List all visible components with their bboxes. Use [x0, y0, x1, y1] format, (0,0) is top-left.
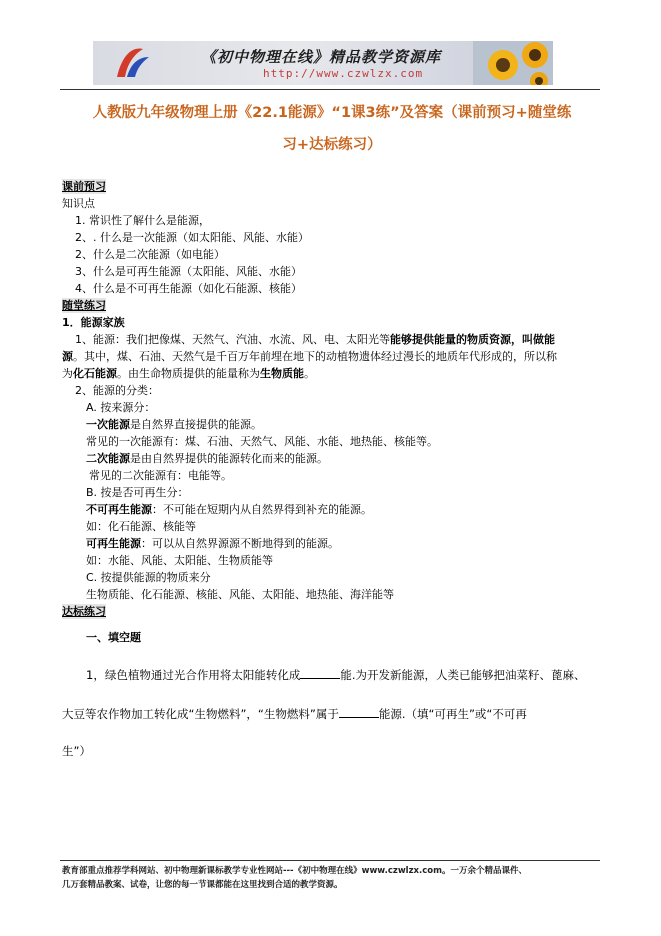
document-title: [62, 97, 602, 161]
text-span: 能.为开发新能源，人类已能够把油菜籽、蓖麻、: [340, 668, 586, 682]
title-line-1: 人教版九年级物理上册《22.1能源》“1课3练”及答案（课前预习+随堂练: [92, 105, 572, 121]
text-span: 。其中，煤、石油、天然气是千百万年前埋在地下的动植物遗体经过漫长的地质年代形成的，所以称: [73, 350, 557, 363]
nonrenewable-definition: [86, 502, 372, 517]
text-span: 大豆等农作物加工转化成“生物燃料”，“生物燃料”属于: [62, 707, 339, 721]
paragraph-energy-definition: [75, 332, 555, 347]
primary-energy-examples: 常见的一次能源有：煤、石油、天然气、风能、水能、地热能、核能等。: [86, 435, 438, 448]
primary-energy-definition: [86, 417, 262, 432]
bold-text: 一次能源: [86, 418, 130, 431]
preview-item: 4、什么是不可再生能源（如化石能源、核能）: [75, 282, 302, 295]
bold-text: 化石能源: [73, 367, 117, 380]
text-span: ：可以从自然界源源不断地得到的能源。: [141, 537, 339, 550]
title-line-2: 习+达标练习）: [282, 137, 382, 153]
classification-b-label: B. 按是否可再生分：: [86, 486, 189, 499]
classification-a-label: A. 按来源分：: [86, 401, 156, 414]
question-1-line-3: 生”）: [62, 744, 91, 758]
classification-c-label: C. 按提供能源的物质来分: [86, 571, 211, 584]
text-span: ：不可能在短期内从自然界得到补充的能源。: [152, 503, 372, 516]
answer-blank[interactable]: [339, 706, 379, 718]
secondary-energy-examples: 常见的二次能源有：电能等。: [89, 469, 232, 482]
section-heading-preview: 课前预习: [62, 180, 106, 193]
header-banner: [93, 41, 553, 85]
paragraph-fossil-origin: [62, 349, 557, 364]
preview-item: 3、什么是可再生能源（太阳能、风能、水能）: [75, 265, 302, 278]
subheading-fill-blank: 一、填空题: [86, 631, 141, 644]
bold-text: 生物质能: [260, 367, 304, 380]
question-1-line-2: [62, 706, 527, 722]
text-span: 1、能源：我们把像煤、天然气、汽油、水流、风、电、太阳光等: [75, 333, 390, 346]
text-span: 是由自然界提供的能源转化而来的能源。: [130, 452, 328, 465]
section-heading-classwork: 随堂练习: [62, 299, 106, 312]
footer-line-1: 教育部重点推荐学科网站、初中物理新课标教学专业性网站---《初中物理在线》www.czwlzx.com。一万余个精品课件、: [62, 866, 527, 876]
section-heading-practice: 达标练习: [62, 605, 106, 618]
nonrenewable-examples: 如：化石能源、核能等: [86, 520, 196, 533]
subheading-classification: 2、能源的分类：: [75, 384, 159, 397]
bold-text: 能够提供能量的物质资源，叫做能: [390, 333, 555, 346]
banner-url[interactable]: http://www.czwlzx.com: [263, 67, 424, 80]
text-span: 1，绿色植物通过光合作用将太阳能转化成: [86, 668, 301, 682]
renewable-definition: [86, 536, 339, 551]
preview-item: 2、. 什么是一次能源（如太阳能、风能、水能）: [75, 231, 309, 244]
secondary-energy-definition: [86, 451, 328, 466]
paragraph-fossil-energy: [62, 366, 315, 381]
bold-text: 可再生能源: [86, 537, 141, 550]
header-divider: [60, 89, 600, 90]
bold-text: 二次能源: [86, 452, 130, 465]
classification-c-examples: 生物质能、化石能源、核能、风能、太阳能、地热能、海洋能等: [86, 588, 394, 601]
points-label: 知识点: [62, 197, 95, 210]
text-span: 。: [304, 367, 315, 380]
preview-item: 2、什么是二次能源（如电能）: [75, 248, 225, 261]
answer-blank[interactable]: [300, 667, 340, 679]
renewable-examples: 如：水能、风能、太阳能、生物质能等: [86, 554, 273, 567]
question-1-line-1: [86, 667, 585, 683]
footer-divider: [60, 860, 600, 861]
sunflower-image: [473, 41, 553, 85]
bold-text: 源: [62, 350, 73, 363]
footer-line-2: 几万套精品教案、试卷，让您的每一节课都能在这里找到合适的教学资源。: [62, 880, 343, 890]
site-logo: [113, 45, 153, 81]
preview-item: 1. 常识性了解什么是能源，: [75, 214, 210, 227]
bold-text: 不可再生能源: [86, 503, 152, 516]
text-span: 能源.（填“可再生”或“不可再: [378, 707, 527, 721]
banner-title: 《初中物理在线》精品教学资源库: [201, 48, 442, 66]
text-span: 。由生命物质提供的能量称为: [117, 367, 260, 380]
text-span: 为: [62, 367, 73, 380]
subheading-energy-family: 1．能源家族: [62, 316, 125, 329]
text-span: 是自然界直接提供的能源。: [130, 418, 262, 431]
